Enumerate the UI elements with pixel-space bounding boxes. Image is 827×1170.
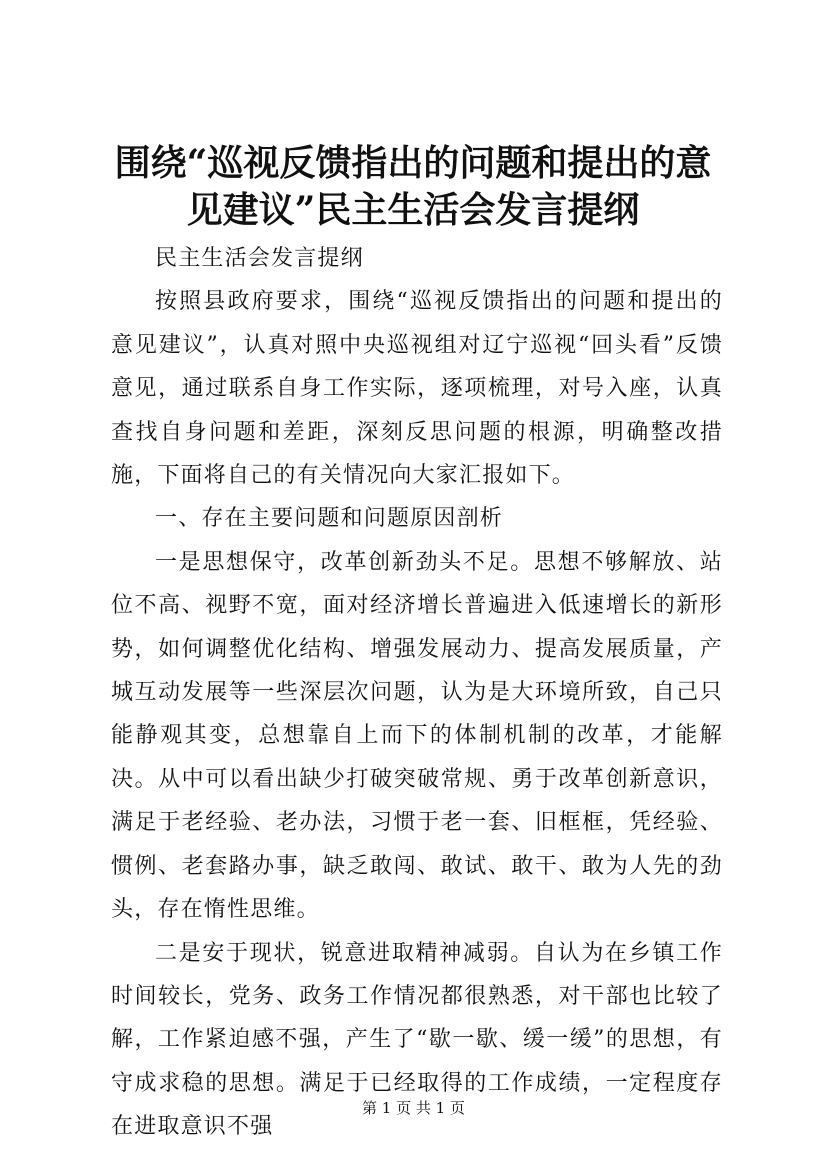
paragraph-point-two: 二是安于现状，锐意进取精神减弱。自认为在乡镇工作时间较长，党务、政务工作情况都很熟悉，对干部也比较了解，工作紧迫感不强，产生了“歇一歇、缓一缓”的思想，有守成求稳的思想。满足于已经取得的工作成绩，一定程度存在进取意识不强 bbox=[111, 940, 723, 1140]
page-footer: 第 1 页 共 1 页 bbox=[362, 1099, 465, 1117]
document-body bbox=[111, 237, 723, 1149]
paragraph-subtitle: 民主生活会发言提纲 bbox=[155, 246, 364, 271]
paragraph-intro: 按照县政府要求，围绕“巡视反馈指出的问题和提出的意见建议”，认真对照中央巡视组对辽宁巡视“回头看”反馈意见，通过联系自身工作实际，逐项梳理，对号入座，认真查找自身问题和差距，深刻反思问题的根源，明确整改措施，下面将自己的有关情况向大家汇报如下。 bbox=[111, 289, 723, 489]
document-title: 围绕“巡视反馈指出的问题和提出的意见建议”民主生活会发言提纲 bbox=[114, 142, 712, 231]
paragraph-section-heading: 一、存在主要问题和问题原因剖析 bbox=[155, 506, 504, 532]
paragraph-point-one: 一是思想保守，改革创新劲头不足。思想不够解放、站位不高、视野不宽，面对经济增长普遍进入低速增长的新形势，如何调整优化结构、增强发展动力、提高发展质量，产城互动发展等一些深层次问题，认为是大环境所致，自己只能静观其变，总想靠自上而下的体制机制的改革，才能解决。从中可以看出缺少打破突破常规、勇于改革创新意识，满足于老经验、老办法，习惯于老一套、旧框框，凭经验、惯例、老套路办事，缺乏敢闯、敢试、敢干、敢为人先的劲头，存在惰性思维。 bbox=[111, 549, 723, 923]
